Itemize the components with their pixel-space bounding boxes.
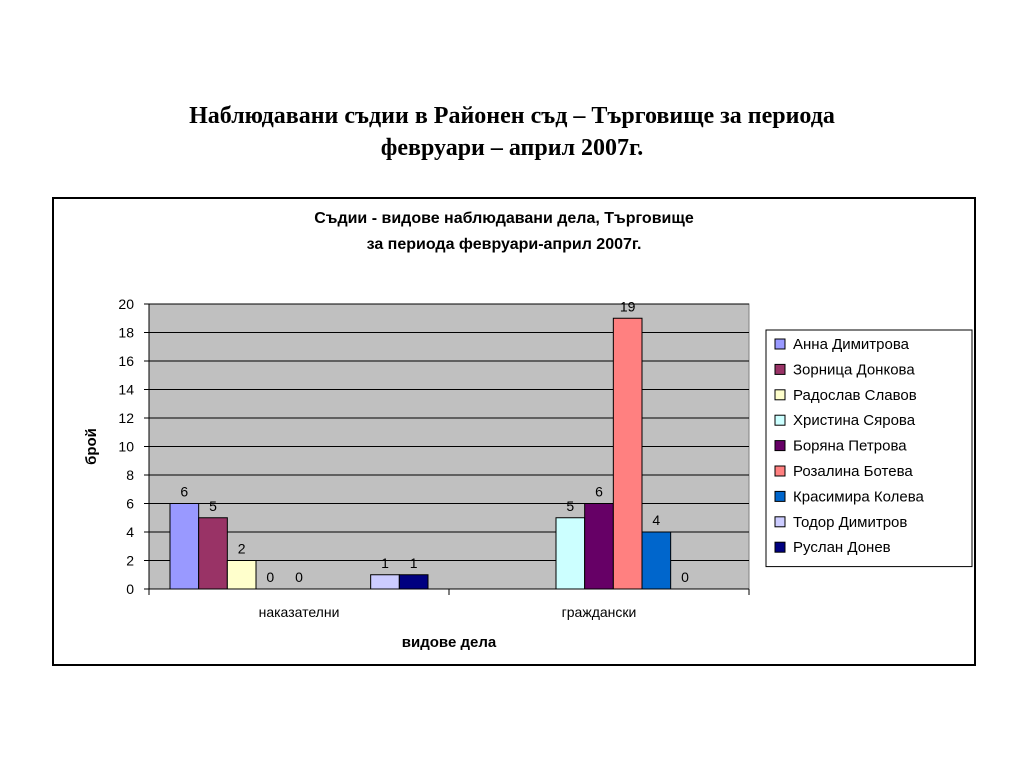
data-label: 0 [681,569,689,585]
legend-label: Боряна Петрова [793,437,907,455]
bar-2-4 [556,518,585,589]
legend-swatch [775,415,785,425]
data-label: 1 [409,554,418,571]
y-tick-label: 10 [118,438,134,455]
y-tick-label: 4 [126,524,134,540]
bar-1-2 [199,518,228,589]
slide-title-line-1: Наблюдавани съдии в Районен съд – Търговище за периода [189,103,835,129]
y-tick-label: 0 [126,581,134,597]
chart-frame [52,197,976,666]
y-tick-label: 18 [118,324,134,341]
bar-1-8 [371,575,400,589]
y-tick-label: 6 [126,495,134,512]
y-tick-label: 20 [118,296,134,312]
y-tick-label: 12 [118,410,134,426]
bar-1-9 [399,575,428,589]
legend-swatch [775,517,785,527]
data-label: 0 [295,569,303,585]
x-tick-label: граждански [561,604,637,620]
data-label: 5 [566,497,575,514]
chart-title-line-2: за периода февруари-април 2007г. [366,236,642,253]
legend-swatch [775,390,785,400]
legend-label: Руслан Донев [793,539,891,557]
legend-swatch [775,491,785,501]
x-tick-label: наказателни [258,604,340,620]
bar-2-7 [642,532,671,589]
legend-label: Красимира Колева [793,488,924,506]
chart-title-line-1: Съдии - видове наблюдавани дела, Търговище [314,210,694,227]
y-tick-label: 14 [118,381,134,398]
legend-label: Анна Димитрова [793,336,910,353]
slide-title-line-2: февруари – април 2007г. [380,135,644,161]
y-tick-label: 16 [118,353,134,369]
legend-swatch [775,441,785,451]
bar-1-1 [170,504,199,590]
data-label: 19 [619,298,636,315]
data-label: 0 [266,569,275,585]
y-tick-label: 8 [126,467,134,483]
legend-label: Розалина Ботева [793,463,913,480]
bar-1-3 [227,561,256,590]
legend-swatch [775,466,785,476]
x-axis-title: видове дела [401,634,497,651]
data-label: 6 [595,483,603,500]
legend-swatch [775,542,785,552]
bar-2-5 [585,504,614,590]
data-label: 5 [209,497,217,514]
legend-label: Тодор Димитров [793,513,908,531]
legend-label: Радослав Славов [793,386,917,404]
data-label: 2 [237,540,246,557]
data-label: 1 [381,554,389,571]
y-tick-label: 2 [126,552,134,569]
bar-chart [54,199,974,664]
data-label: 4 [652,512,661,528]
bar-2-6 [613,318,642,589]
y-axis-title: брой [83,428,100,465]
legend-label: Зорница Донкова [793,361,915,379]
slide-title [0,100,1024,164]
data-label: 6 [180,483,189,500]
legend-label: Христина Сярова [793,412,916,430]
legend-swatch [775,364,785,374]
legend-swatch [775,339,785,349]
